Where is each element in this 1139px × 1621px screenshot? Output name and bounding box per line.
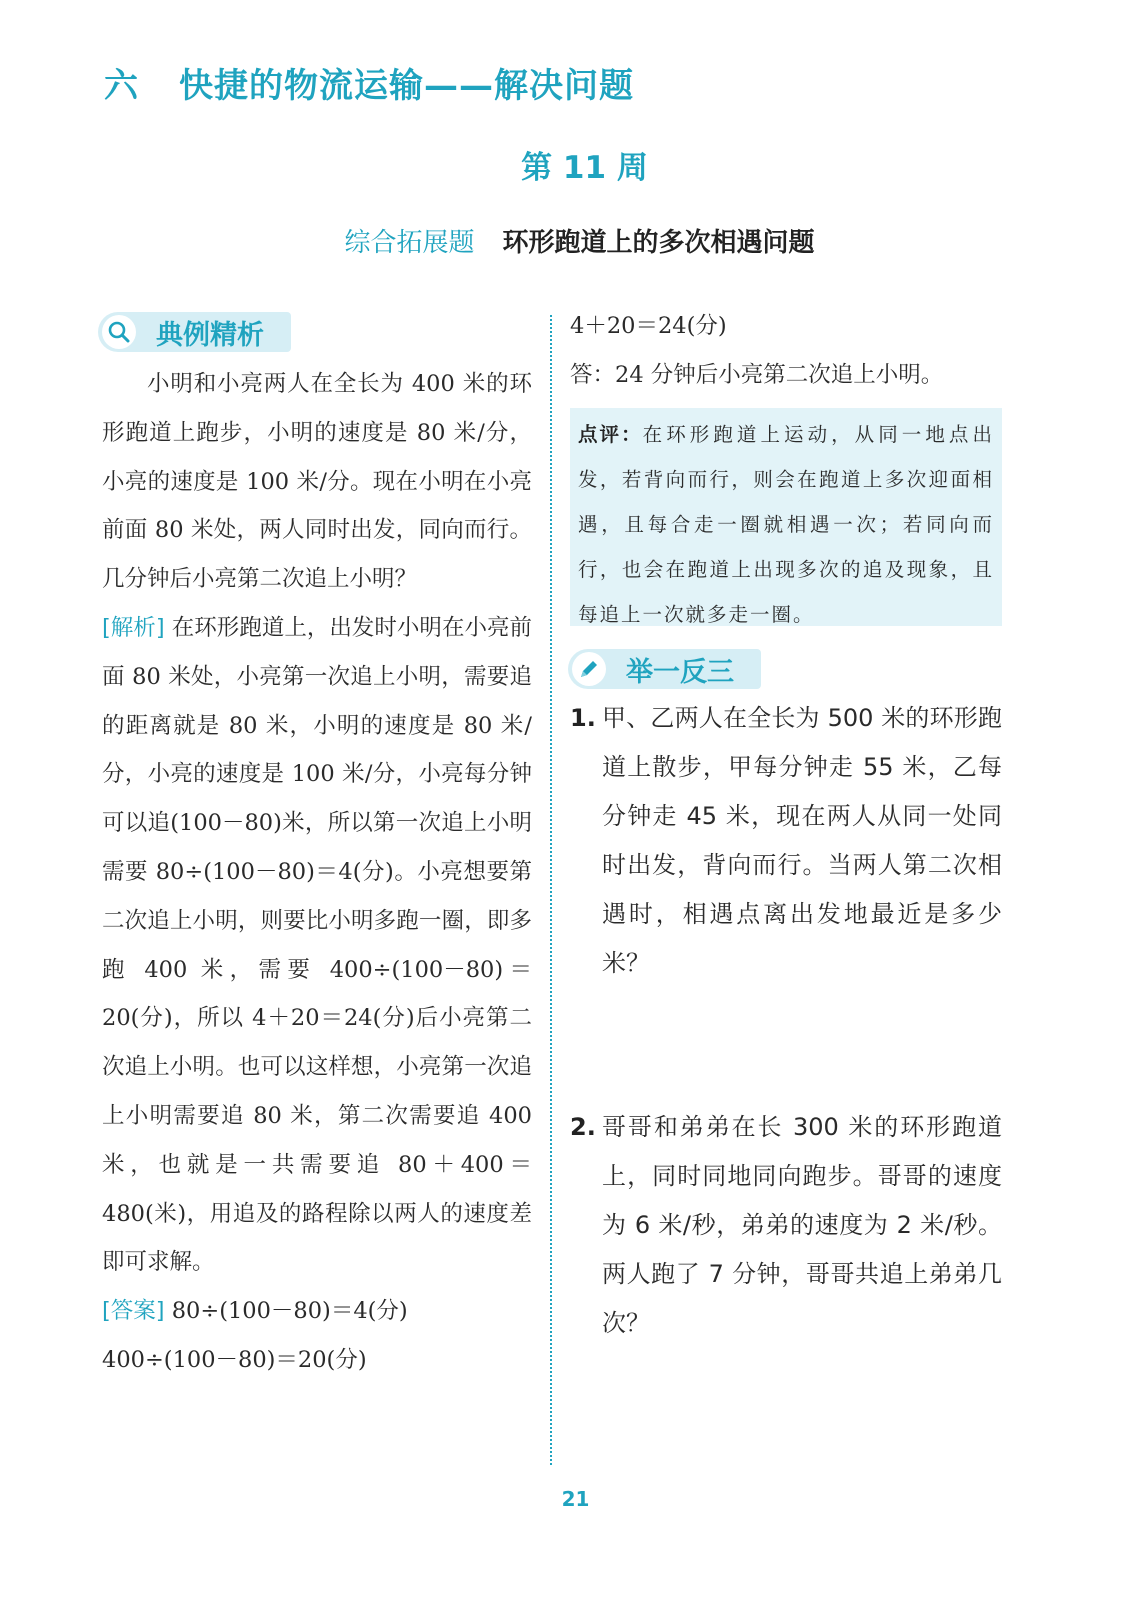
example-body <box>102 360 532 1385</box>
topic-title: 环形跑道上的多次相遇问题 <box>502 228 815 258</box>
page-number: 21 <box>561 1487 590 1511</box>
chapter-name: 快捷的物流运输——解决问题 <box>179 66 634 106</box>
practice-problem-2 <box>570 1103 1002 1348</box>
week-title: 第 11 周 <box>521 150 648 186</box>
problem-number: 2. <box>570 1113 596 1141</box>
example-analysis <box>102 604 532 1287</box>
analysis-label: [解析] <box>102 614 165 641</box>
practice-heading <box>568 649 761 689</box>
pencil-icon <box>572 652 606 686</box>
comment-box <box>570 408 1002 626</box>
problem-text: 甲、乙两人在全长为 500 米的环形跑道上散步，甲每分钟走 55 米，乙每分钟走 45 米，现在两人从同一处同时出发，背向而行。当两人第二次相遇时，相遇点离出发地最近是多少米？ <box>602 704 1002 977</box>
answer-label: [答案] <box>102 1298 165 1325</box>
answer-line: 400÷(100－80)＝20(分) <box>102 1346 367 1373</box>
column-divider <box>550 315 552 1465</box>
answer-line: 80÷(100－80)＝4(分) <box>171 1298 408 1325</box>
topic-tag: 综合拓展题 <box>344 228 475 258</box>
practice-problem-1 <box>570 694 1002 988</box>
comment-label: 点评： <box>578 423 643 446</box>
chapter-number: 六 <box>104 66 139 106</box>
analysis-text: 在环形跑道上，出发时小明在小亮前面 80 米处，小亮第一次追上小明，需要追的距离就是 80 米，小明的速度是 80 米/分，小亮的速度是 100 米/分，小亮每分钟可以追(100－80)米，所以第一次追上小明需要 80÷(100－80)＝4(分)。小亮想要第二次追上小明，则要比小明多跑一圈，即多跑 400 米，需要 400÷(100－80)＝20(分)，所以 4＋20＝24(分)后小亮第二次追上小明。也可以这样想，小亮第一次追上小明需要追 80 米，第二次需要追 400 米，也就是一共需要追 80＋400＝480(米)，用追及的路程除以两人的速度差即可求解。 <box>102 614 532 1276</box>
example-heading <box>98 312 291 352</box>
example-answer <box>102 1287 532 1336</box>
problem-number: 1. <box>570 704 596 732</box>
answer-statement: 答：24 分钟后小亮第二次追上小明。 <box>570 361 944 388</box>
topic-line <box>0 222 1139 259</box>
answer-continuation <box>570 302 1002 400</box>
chapter-title <box>104 58 634 107</box>
problem-text: 哥哥和弟弟在长 300 米的环形跑道上，同时同地同向跑步。哥哥的速度为 6 米/秒，弟弟的速度为 2 米/秒。两人跑了 7 分钟，哥哥共追上弟弟几次？ <box>602 1113 1002 1337</box>
magnifier-icon <box>102 315 136 349</box>
example-question: 小明和小亮两人在全长为 400 米的环形跑道上跑步，小明的速度是 80 米/分，小亮的速度是 100 米/分。现在小明在小亮前面 80 米处，两人同时出发，同向而行。几分钟后小亮第二次追上小明？ <box>102 371 532 593</box>
answer-line: 4＋20＝24(分) <box>570 313 727 339</box>
practice-heading-label: 举一反三 <box>626 656 734 688</box>
comment-text: 在环形跑道上运动，从同一地点出发，若背向而行，则会在跑道上多次迎面相遇，且每合走一圈就相遇一次；若同向而行，也会在跑道上出现多次的追及现象，且每追上一次就多走一圈。 <box>578 423 994 626</box>
example-heading-label: 典例精析 <box>156 319 264 351</box>
